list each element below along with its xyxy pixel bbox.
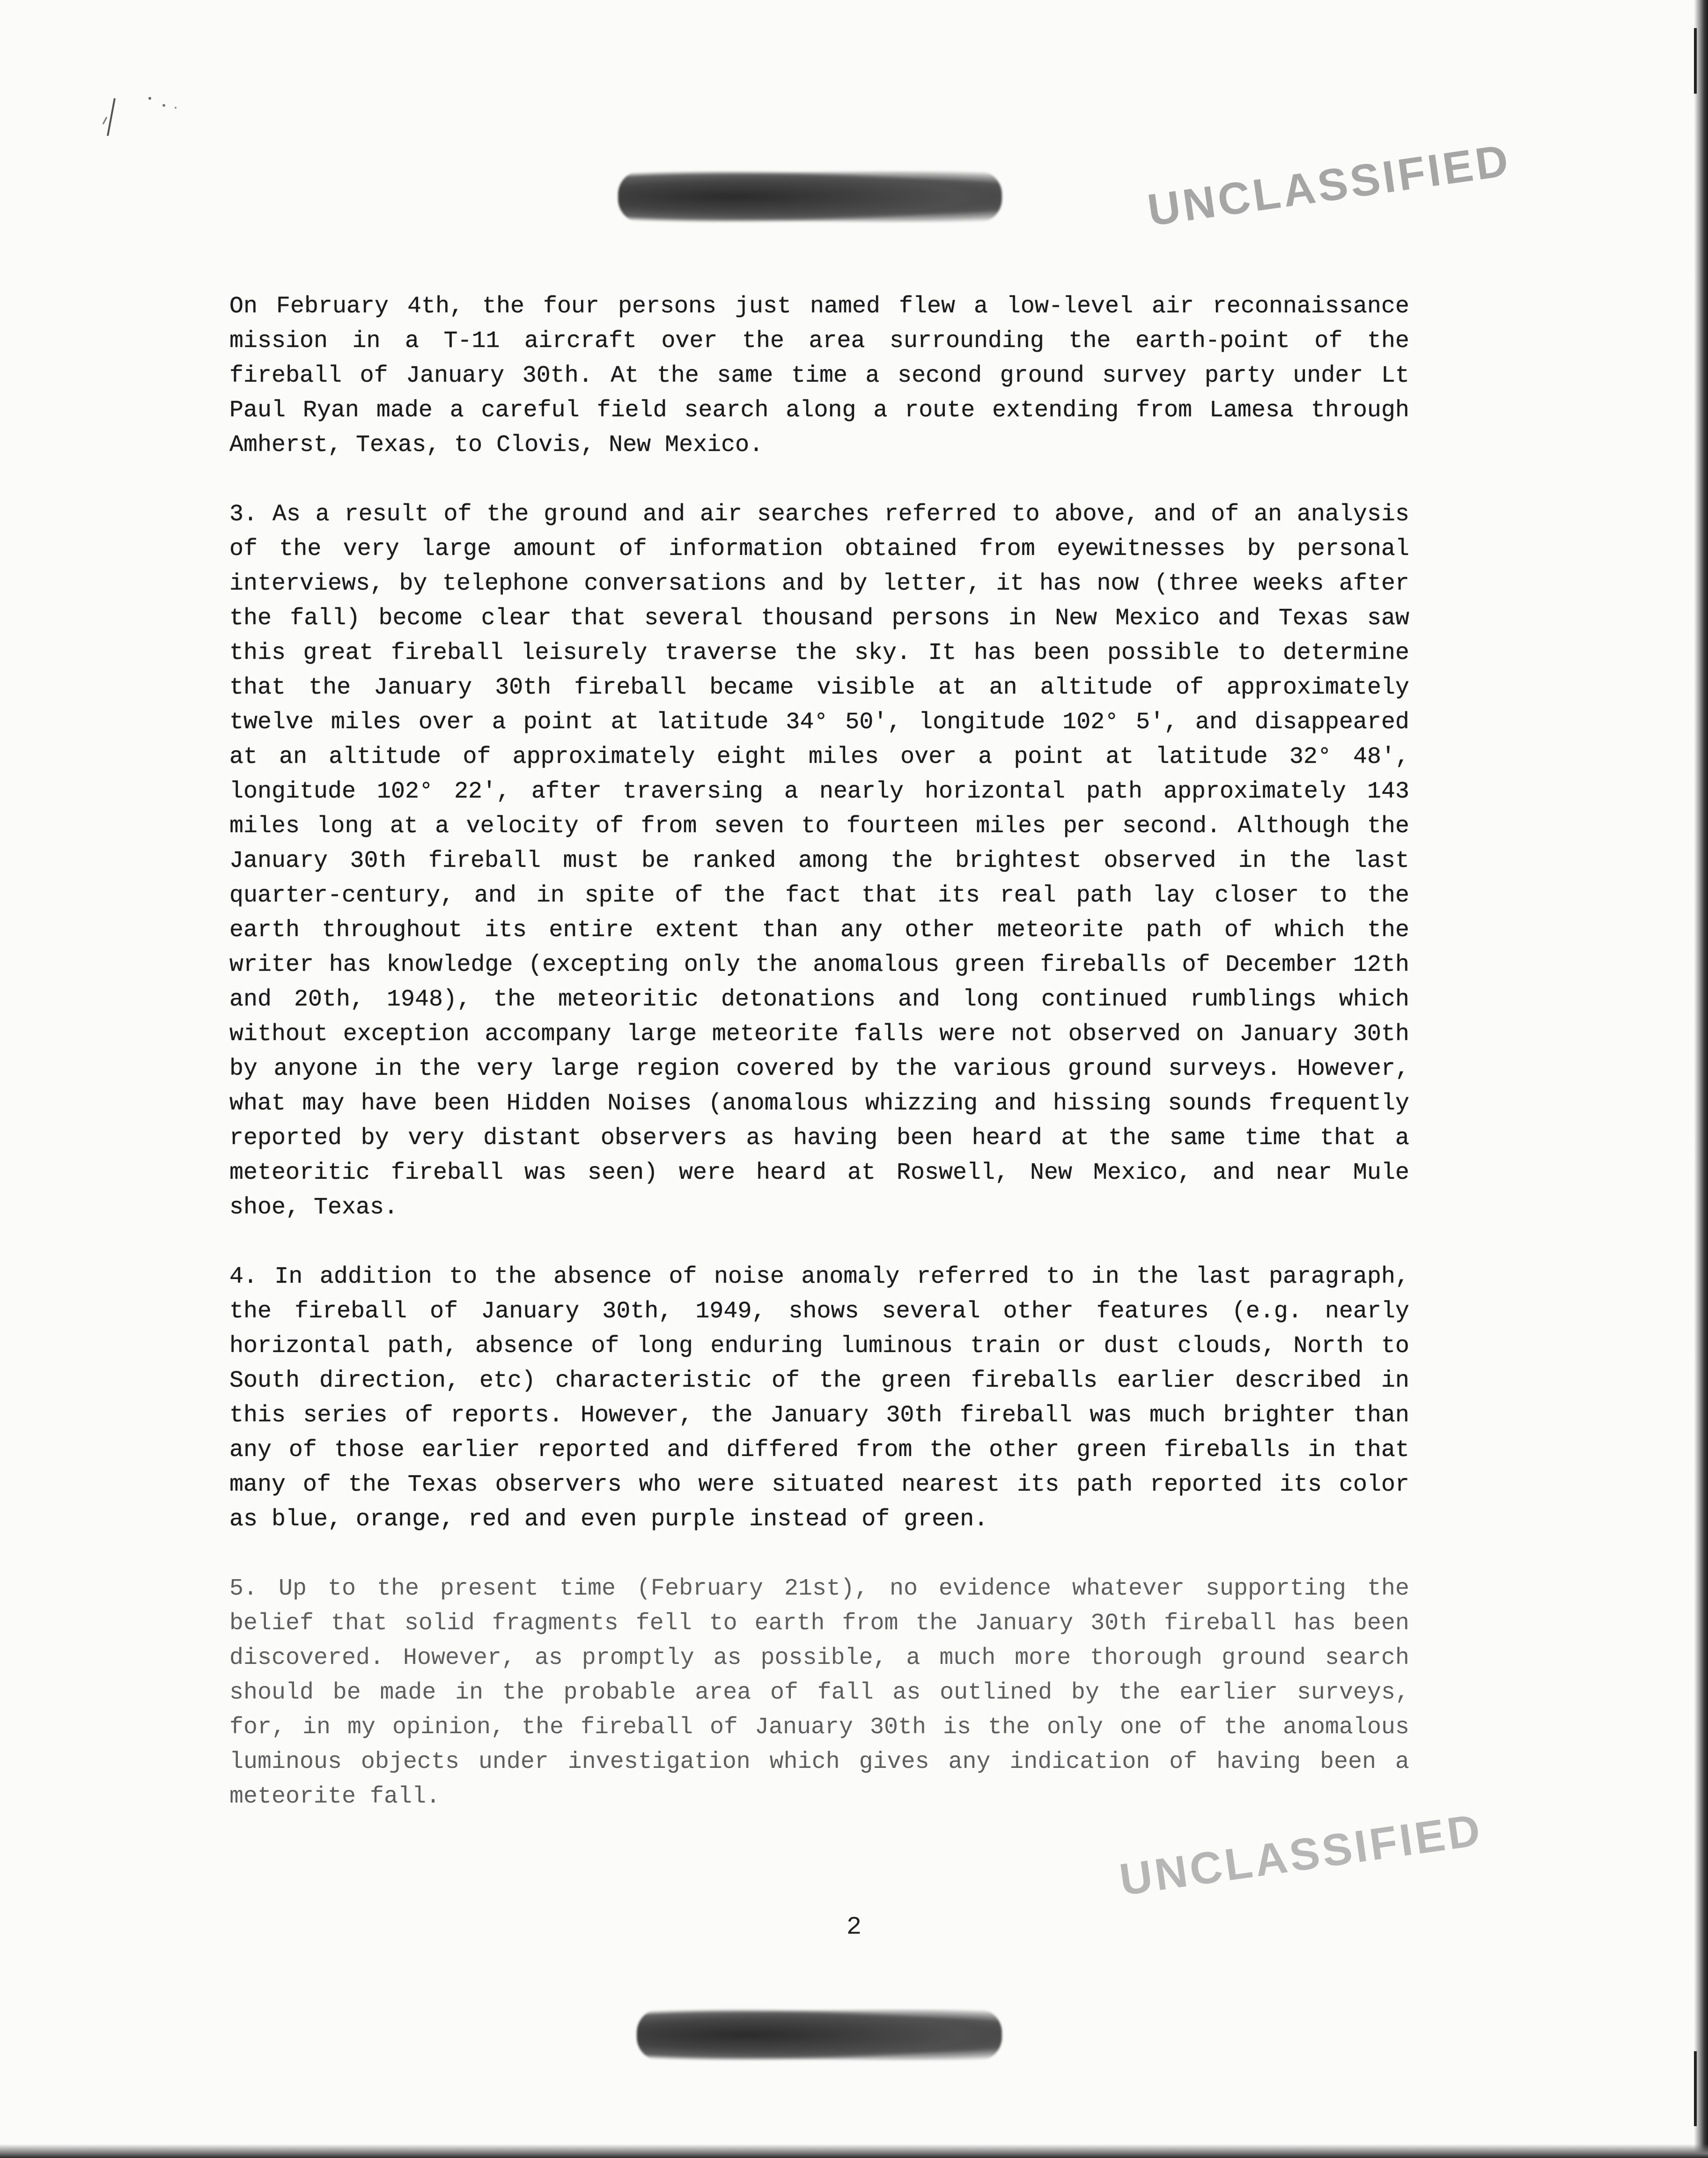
scan-edge-mark bbox=[1694, 28, 1697, 94]
classification-stamp-bottom: UNCLASSIFIED bbox=[1116, 1804, 1486, 1906]
scan-edge-right bbox=[1694, 0, 1708, 2158]
paragraph-5: 5. Up to the present time (February 21st), no evidence whatever supporting the belief that solid fragments fell to earth from the January 30th fireball has been discovered. However, as promptly as possible, a much more thorough ground search should be made in the probable area of fall as outlined by the earlier surveys, for, in my opinion, the fireball of January 30th is the only one of the anomalous luminous objects under investigation which gives any indication of having been a meteorite fall. bbox=[229, 1575, 1409, 1810]
scan-specks bbox=[94, 80, 197, 145]
page-number: 2 bbox=[846, 1913, 862, 1942]
letter-body bbox=[229, 289, 1409, 1849]
redaction-mark-bottom bbox=[637, 2009, 1002, 2061]
scan-edge-bottom bbox=[0, 2144, 1708, 2158]
redaction-mark-top bbox=[618, 171, 1002, 222]
scan-edge-mark bbox=[1694, 2051, 1697, 2126]
classification-stamp-top: UNCLASSIFIED bbox=[1144, 135, 1514, 236]
paragraph-continuation: On February 4th, the four persons just named flew a low-level air reconnaissance mission in a T-11 aircraft over the area surrounding the earth-point of the fireball of January 30th. At the same time a second ground survey party under Lt Paul Ryan made a careful field search along a route extending from Lamesa through Amherst, Texas, to Clovis, New Mexico. bbox=[229, 293, 1409, 458]
paragraph-3: 3. As a result of the ground and air searches referred to above, and of an analysis of the very large amount of information obtained from eyewitnesses by personal interviews, by telephone conversations and by letter, it has now (three weeks after the fall) become clear that several thousand persons in New Mexico and Texas saw this great fireball leisurely traverse the sky. It has been possible to determine that the January 30th fireball became visible at an altitude of approximately twelve miles over a point at latitude 34° 50', longitude 102° 5', and disappeared at an altitude of approximately eight miles over a point at latitude 32° 48', longitude 102° 22', after traversing a nearly horizontal path approximately 143 miles long at a velocity of from seven to fourteen miles per second. Although the January 30th fireball must be ranked among the brightest observed in the last quarter-century, and in spite of the fact that its real path lay closer to the earth throughout its entire extent than any other meteorite path of which the writer has knowledge (excepting only the anomalous green fireballs of December 12th and 20th, 1948), the meteoritic detonations and long continued rumblings which without exception accompany large meteorite falls were not observed on January 30th by anyone in the very large region covered by the various ground surveys. However, what may have been Hidden Noises (anomalous whizzing and hissing sounds frequently reported by very distant observers as having been heard at the same time that a meteoritic fireball was seen) were heard at Roswell, New Mexico, and near Mule shoe, Texas. bbox=[229, 501, 1409, 1221]
paragraph-4: 4. In addition to the absence of noise anomaly referred to in the last paragraph, the fireball of January 30th, 1949, shows several other features (e.g. nearly horizontal path, absence of long enduring luminous train or dust clouds, North to South direction, etc) characteristic of the green fireballs earlier described in this series of reports. However, the January 30th fireball was much brighter than any of those earlier reported and differed from the other green fireballs in that many of the Texas observers who were situated nearest its path reported its color as blue, orange, red and even purple instead of green. bbox=[229, 1264, 1409, 1533]
